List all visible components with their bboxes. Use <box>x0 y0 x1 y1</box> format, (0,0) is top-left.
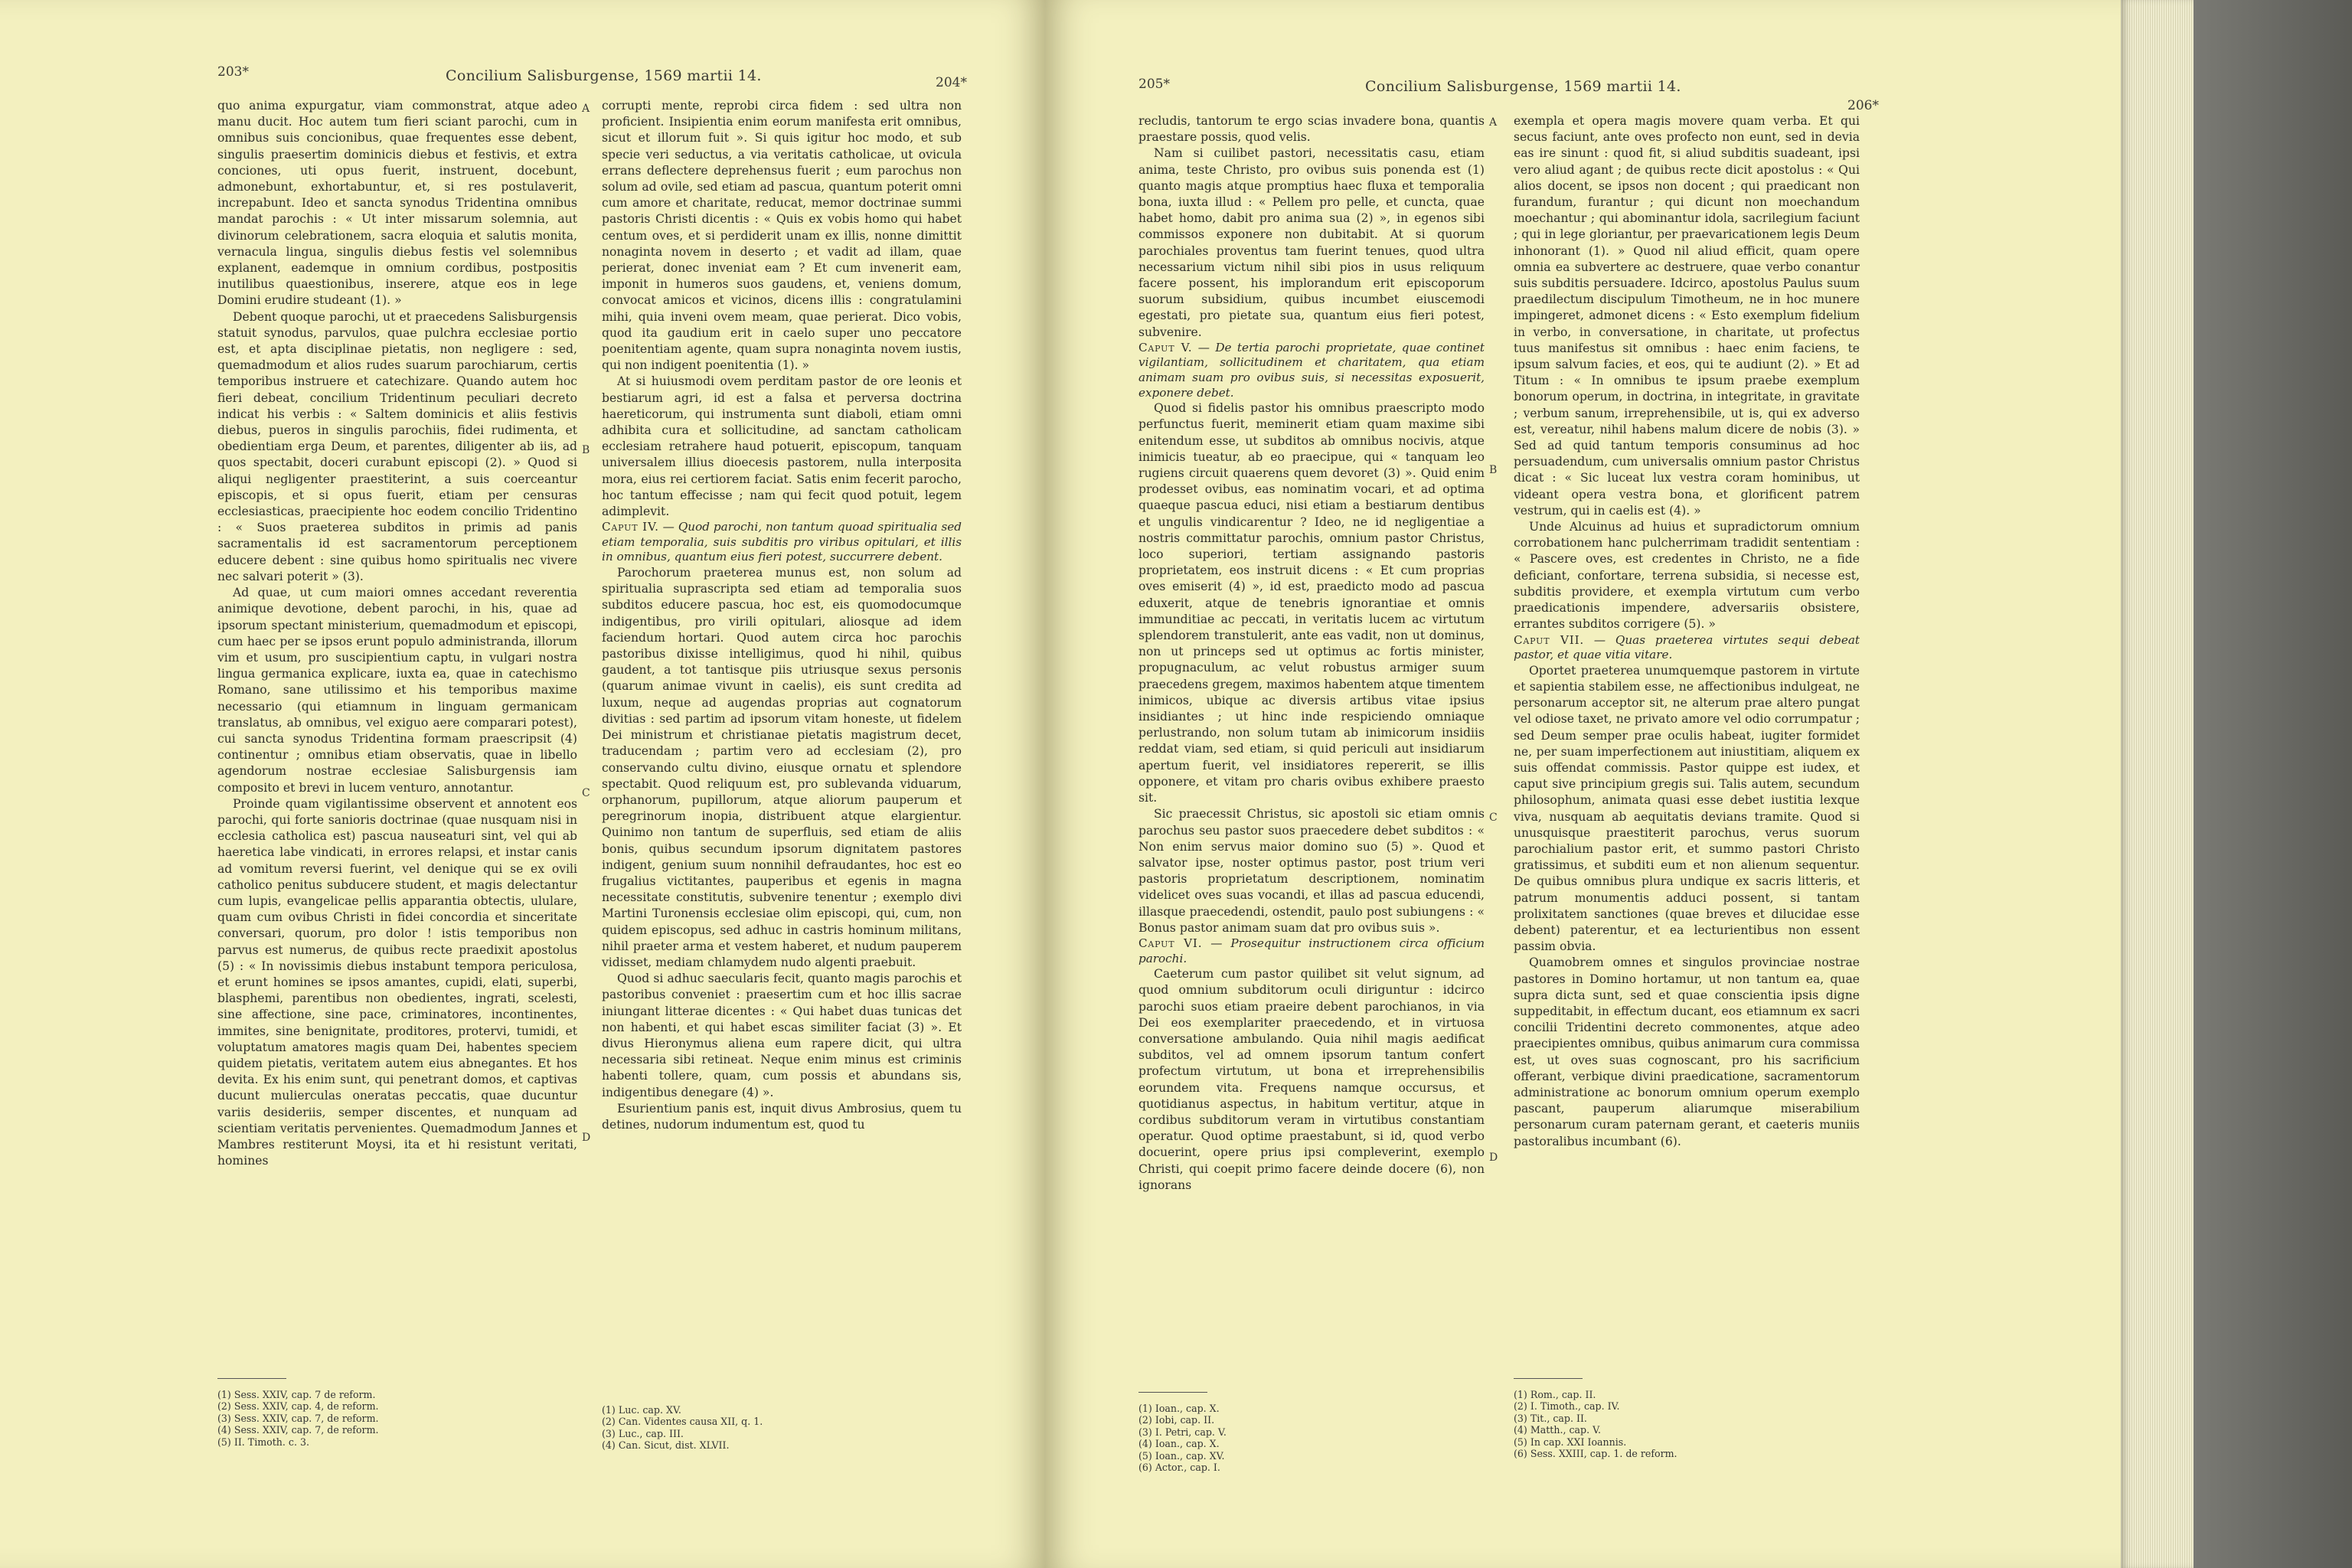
footnote-rule-right-2 <box>1514 1378 1583 1379</box>
paragraph: Esurientium panis est, inquit divus Ambrosius, quem tu detines, nudorum indumentum est, quod tu <box>602 1101 962 1132</box>
folio-right-page-right: 206* <box>1847 98 1879 113</box>
left-page <box>0 0 1045 1568</box>
chapter-label: Caput V. <box>1138 340 1193 354</box>
footnote: (1) Sess. XXIV, cap. 7 de reform. <box>217 1389 376 1400</box>
margin-letter-b: B <box>582 444 590 456</box>
chapter-heading: Caput V. — De tertia parochi proprietate, quae continet vigilantiam, sollicitudinem et charitatem, qua etiam animam suam pro ovibus suis, si necessitas exposuerit, exponere debet. <box>1138 340 1485 400</box>
right-page-footnotes-1 <box>1138 1403 1227 1473</box>
chapter-label: Caput IV. <box>602 520 659 534</box>
footnote-rule-right-1 <box>1138 1392 1207 1393</box>
paragraph: At si huiusmodi ovem perditam pastor de ore leonis et bestiarum agri, id est a falsa et perversa doctrina haereticorum, qui instrumenta sunt diaboli, etiam omni adhibita cura et sollicitudine, ad sanctam catholicam ecclesiam retrahere haud potuerit, episcopum, tanquam universalem illius dioecesis pastorem, nulla interposita mora, eius rei certiorem faciat. Satis enim fecerit parocho, hoc tantum effecisse ; nam qui fecit quod potuit, legem adimplevit. <box>602 374 962 519</box>
footnote: (1) Rom., cap. II. <box>1514 1389 1596 1400</box>
chapter-title: De tertia parochi proprietate, quae continet vigilantiam, sollicitudinem et charitatem, qua etiam animam suam pro ovibus suis, si necessitas exposuerit, exponere debet. <box>1138 340 1485 400</box>
footnote: (6) Sess. XXIII, cap. 1. de reform. <box>1514 1448 1677 1460</box>
footnote: (2) Iobi, cap. II. <box>1138 1414 1215 1426</box>
chapter-title: Prosequitur instructionem circa officium parochi. <box>1138 936 1485 965</box>
footnote: (2) Can. Videntes causa XII, q. 1. <box>602 1416 763 1428</box>
footnote: (3) Sess. XXIV, cap. 7, de reform. <box>217 1412 379 1424</box>
paragraph: Parochorum praeterea munus est, non solum ad spiritualia suprascripta sed etiam ad temporalia suos subditos educere pascua, hoc est, eis quomodocumque indigentibus, pro virili opitulari, aliosque ad idem faciendum hortari. Quod autem circa hoc parochis pastoribus dixisse intelligimus, quod hi nihil, quibus gaudent, a tot tantisque piis utriusque sexus personis (quarum animae vivunt in caelis), eis sunt credita ad luxum, neque ad augendas proprias aut cognatorum divitias : sed partim ad ipsorum vitam honeste, ut fidelem Dei ministrum et christianae pietatis magistrum decet, traducendam ; partim vero ad ecclesiam (2), pro conservando cultu divino, eiusque ornatu et splendore spectabit. Quod reliquum est, pro sublevanda viduarum, orphanorum, pupillorum, atque aliorum pauperum et peregrinorum inopia, distribuent atque elargientur. Quinimo non tantum de superfluis, sed etiam de aliis bonis, quibus secundum ipsorum dignitatem pastores indigent, genium suum nonnihil defraudantes, hoc est eo frugalius victitantes, pauperibus et egenis in magna necessitate constitutis, subvenire tenentur ; exemplo divi Martini Turonensis ecclesiae olim episcopi, qui, cum, non quidem episcopus, sed adhuc in castris hominum militans, nihil praeter arma et vestem haberet, et nudum pauperem vidisset, mediam chlamydem nudo algenti praebuit. <box>602 566 962 969</box>
paragraph: exempla et opera magis movere quam verba. Et qui secus faciunt, ante oves profecto non eunt, sed in devia eas ire sinunt : quod fit, si aliud subditis suadeant, ipsi vero aliud agant ; de quibus recte dicit apostolus : « Qui alios docent, se ipsos non docent ; qui praedicant non furandum, furantur ; qui dicunt non moechandum moechantur ; qui abominantur idola, sacrilegium faciunt ; qui in lege gloriantur, per praevaricationem legis Deum inhonorant (1). » Quod nil aliud efficit, quam opere omnia ea subvertere ac destruere, quae verbo conantur suis subditis persuadere. Idcirco, apostolus Paulus suum praedilectum discipulum Timotheum, ne in hoc munere impingeret, admonet dicens : « Esto exemplum fidelium in verbo, in conversatione, in charitate, ut profectus tuus manifestus sit omnibus : haec enim faciens, te ipsum salvum facies, et eos, qui te audiunt (2). » Et ad Titum : « In omnibus te ipsum praebe exemplum bonorum operum, in doctrina, in integritate, in gravitate ; verbum sanum, irreprehensibile, ut is, qui ex adverso est, vereatur, nihil habens malum dicere de nobis (3). » Sed ad quid tantum temporis consuminus ad hoc persuadendum, cum universalis omnium pastor Christus dicat : « Sic luceat lux vestra coram hominibus, ut videant opera vestra bona, et glorificent patrem vestrum, qui in caelis est (4). » <box>1514 114 1860 518</box>
right-page-footnotes-2 <box>1514 1389 1677 1459</box>
chapter-heading: Caput VI. — Prosequitur instructionem circa officium parochi. <box>1138 936 1485 965</box>
chapter-label: Caput VI. <box>1138 936 1203 950</box>
paragraph: Caeterum cum pastor quilibet sit velut signum, ad quod omnium subditorum oculi diriguntur : idcirco parochi suos etiam praeire debent parochianos, in via Dei eos exemplariter praecedendo, et in virtuosa conversatione ambulando. Quia nihil magis aedificat subditos, vel ad omnem ipsorum tantum confert profectum virtutum, ut bona et irreprehensibilis eorundem vita. Frequens namque occursus, et quotidianus aspectus, in habitum vertitur, atque in cordibus subditorum veram in virtutibus constantiam operatur. Quod optime praestabunt, si id, quod verbo docuerint, opere prius ipsi compleverint, exemplo Christi, qui coepit primo facere deinde docere (6), non ignorans <box>1138 967 1485 1192</box>
footnote: (3) Luc., cap. III. <box>602 1427 684 1439</box>
book-cover <box>2194 0 2352 1568</box>
paragraph: Nam si cuilibet pastori, necessitatis casu, etiam anima, teste Christo, pro ovibus suis ponenda est (1) quanto magis atque promptius haec fluxa et temporalia bona, iuxta illud : « Pellem pro pelle, et cuncta, quae habet homo, dabit pro anima sua (2) », in egenos sibi commissos exponere non dubitabit. At si quorum parochiales proventus tam fuerint tenues, quod ultra necessarium victum nihil sibi pios in usus reliquum facere possent, his implorandum erit episcoporum suorum subsidium, quibus incumbet eiuscemodi egestati, pro pietate sua, quantum eius fieri potest, subvenire. <box>1138 146 1485 339</box>
right-page-column-2 <box>1514 113 1860 1150</box>
paragraph: recludis, tantorum te ergo scias invadere bona, quantis praestare possis, quod velis. <box>1138 114 1485 145</box>
margin-letter-c: C <box>582 787 590 799</box>
paragraph: Quod si fidelis pastor his omnibus praescripto modo perfunctus fuerit, meminerit etiam quam maxime sibi enitendum esse, ut subditos ab omnibus nocivis, atque inimicis tueatur, ab eo praecipue, qui « tanquam leo rugiens circuit quaerens quem devoret (3) ». Quid enim prodesset ovibus, eas nominatim vocari, et ad optima quaeque pascua educi, nisi etiam a bestiarum dentibus et ungulis vindicarentur ? Ideo, ne id negligentiae a nostris committatur parochis, omnium pastor Christus, loco superiori, tertiam assignando pastoris proprietatem, eos instruit dicens : « Et cum proprias oves emiserit (4) », id est, praedicto modo ad pascua eduxerit, atque de tenebris ignorantiae et omnis immunditiae ac peccati, in veritatis lucem ac virtutum splendorem transtulerit, ante eas vadit, non ut dominus, non ut princeps sed ut optimus ac fortis minister, propugnaculum, ac velut robustus armiger suum praecedens gregem, maximos habentem atque timentem inimicos, ubique ac diversis artibus vitae ipsius insidiantes ; ut hinc inde respiciendo omniaque perlustrando, non solum tutam ab inimicorum insidiis reddat viam, sed etiam, si quid periculi aut insidiarum apertum fuerit, vel insidiatores repererit, se illis opponere, et vitam pro charis ovibus exhibere praesto sit. <box>1138 401 1485 805</box>
folio-left-page-left: 203* <box>217 64 249 80</box>
footnote: (1) Ioan., cap. X. <box>1138 1403 1220 1414</box>
left-page-column-1 <box>217 98 577 1169</box>
footnote: (5) II. Timoth. c. 3. <box>217 1436 310 1448</box>
paragraph: Debent quoque parochi, ut et praecedens Salisburgensis statuit synodus, parvulos, quae pulchra ecclesiae portio est, et apta disciplinae pietatis, non negligere : sed, quemadmodum et alios rudes suarum parochiarum, certis temporibus instruere et catechizare. Quando autem hoc fieri debeat, concilium Tridentinum peculiari decreto indicat his verbis : « Saltem dominicis et aliis festivis diebus, pueros in singulis parochiis, fidei rudimenta, et obedientiam erga Deum, et parentes, diligenter ab iis, ad quos spectabit, doceri curabunt episcopi (2). » Quod si aliqui negligenter praestiterint, a suis coerceantur episcopis, et si opus fuerit, etiam per censuras ecclesiasticas, praecipiente hoc eodem concilio Tridentino : « Suos praeterea subditos in primis ad panis sacramentalis id est sacramentorum perceptionem educere debent : sine quibus homo spiritualis nec vivere nec salvari poterit » (3). <box>217 309 577 583</box>
folio-right-page-left: 205* <box>1138 77 1170 92</box>
left-page-column-2 <box>602 98 962 1133</box>
paragraph: Quod si adhuc saecularis fecit, quanto magis parochis et pastoribus conveniet : praesertim cum et hoc illis sacrae iniungant litterae dicentes : « Qui habet duas tunicas det non habenti, et qui habet escas similiter faciat (3) ». Et divus Hieronymus aliena eum rapere dicit, qui ultra necessaria sibi retineat. Neque enim minus est criminis habenti tollere, quam, cum possis et abundans sis, indigentibus denegare (4) ». <box>602 972 962 1099</box>
footnote-rule-left-1 <box>217 1378 286 1379</box>
page-edges <box>2121 0 2194 1568</box>
margin-letter-d-right: D <box>1489 1152 1498 1164</box>
paragraph: Sic praecessit Christus, sic apostoli sic etiam omnis parochus seu pastor suos praecedere debet subditos : « Non enim servus maior domino suo (5) ». Quod et salvator ipse, noster optimus pastor, post trium veri pastoris proprietatum descriptionem, nominatim videlicet oves suas vocandi, et illas ad pascua educendi, illasque praecedendi, ostendit, paulo post subiungens : « Bonus pastor animam suam dat pro ovibus suis ». <box>1138 807 1485 935</box>
folio-left-page-right: 204* <box>936 75 967 90</box>
footnote: (3) Tit., cap. II. <box>1514 1412 1587 1424</box>
paragraph: Proinde quam vigilantissime observent et annotent eos parochi, qui forte sanioris doctrinae (quae nusquam nisi in ecclesia catholica est) pascua nauseaturi sint, vel qui ab haeretica labe vindicati, in errores relapsi, et instar canis ad vomitum reversi fuerint, vel denique qui se ex ovili catholico penitus subducere student, et magis delectantur cum lupis, evangelicae pellis apparantia obtectis, ululare, quam cum ovibus Christi in fidei concordia et sinceritate conversari, quorum, pro dolor ! istis temporibus non parvus est numerus, de quibus recte praedixit apostolus (5) : « In novissimis diebus instabunt tempora periculosa, et erunt homines se ipsos amantes, cupidi, elati, superbi, blasphemi, parentibus non obedientes, ingrati, scelesti, sine affectione, sine pace, criminatores, incontinentes, immites, sine benignitate, proditores, protervi, tumidi, et voluptatum amatores magis quam Dei, habentes speciem quidem pietatis, veritatem autem eius abnegantes. Et hos devita. Ex his enim sunt, qui penetrant domos, et captivas ducunt mulierculas oneratas peccatis, quae ducuntur variis desideriis, semper discentes, et nunquam ad scientiam veritatis pervenientes. Quemadmodum Jannes et Mambres restiterunt Moysi, ita et hi resistunt veritati, homines <box>217 796 577 1168</box>
running-head-right: Concilium Salisburgense, 1569 martii 14. <box>1365 78 1681 95</box>
paragraph: corrupti mente, reprobi circa fidem : sed ultra non proficient. Insipientia enim eorum manifesta erit omnibus, sicut et illorum fuit ». Si quis igitur hoc modo, et sub specie veri seductus, a via veritatis catholicae, ut ovicula errans deflectere deprehensus fuerit ; eum parochus non solum ad ovile, sed etiam ad pascua, quantum poterit omni cum amore et charitate, reducat, memor doctrinae summi pastoris Christi dicentis : « Quis ex vobis homo qui habet centum oves, et si perdiderit unam ex illis, nonne dimittit nonaginta novem in deserto ; et vadit ad illam, quae perierat, donec inveniat eam ? Et cum invenerit eam, imponit in humeros suos gaudens, et, veniens domum, convocat amicos et vicinos, dicens illis : congratulamini mihi, quia inveni ovem meam, quae perierat. Dico vobis, quod ita gaudium erit in caelo super uno peccatore poenitentiam agente, quam supra nonaginta novem iustis, qui non indigent poenitentia (1). » <box>602 99 962 373</box>
footnote: (1) Luc. cap. XV. <box>602 1404 681 1416</box>
footnote: (3) I. Petri, cap. V. <box>1138 1426 1227 1438</box>
margin-letter-a-right: A <box>1489 116 1498 129</box>
chapter-heading: Caput VII. — Quas praeterea virtutes sequi debeat pastor, et quae vitia vitare. <box>1514 632 1860 662</box>
paragraph: Quamobrem omnes et singulos provinciae nostrae pastores in Domino hortamur, ut non tantum ea, quae supra dicta sunt, sed et quae conscientia ipsis digne suppeditabit, in effectum ducant, eos etiamnum ex sacri concilii Tridentini decreto commonentes, atque adeo praecipientes omnibus, quibus animarum cura commissa est, ut oves suas cognoscant, pro his sacrificium offerant, verbique divini praedicatione, sacramentorum administratione ac bonorum omnium operum exemplo pascant, pauperum aliarumque miserabilium personarum curam paternam gerant, et caeteris muniis pastoralibus incumbant (6). <box>1514 956 1860 1148</box>
footnote: (5) Ioan., cap. XV. <box>1138 1449 1225 1462</box>
footnote: (4) Can. Sicut, dist. XLVII. <box>602 1439 730 1452</box>
paragraph: Unde Alcuinus ad huius et supradictorum omnium corrobationem hanc pulcherrimam tradidit sententiam : « Pascere oves, est credentes in Christo, ne a fide deficiant, confortare, terrena subsidia, si necesse est, subditis providere, et exempla virtutum cum verbo praedicationis impendere, adversariis obsistere, errantes subditos corrigere (5). » <box>1514 520 1860 632</box>
footnote: (4) Ioan., cap. X. <box>1138 1438 1220 1450</box>
footnote: (6) Actor., cap. I. <box>1138 1462 1220 1474</box>
footnote: (4) Sess. XXIV, cap. 7, de reform. <box>217 1424 379 1436</box>
chapter-title: Quas praeterea virtutes sequi debeat pastor, et quae vitia vitare. <box>1514 632 1860 662</box>
right-page-column-1 <box>1138 113 1485 1194</box>
footnote: (2) Sess. XXIV, cap. 4, de reform. <box>217 1400 379 1413</box>
paragraph: Ad quae, ut cum maiori omnes accedant reverentia animique devotione, debent parochi, in his, quae ad ipsorum spectant ministerium, quemadmodum et episcopi, cum haec per se ipsos erunt populo administranda, illorum vim et usum, pro suscipientium captu, in vulgari nostra lingua germanica explicare, iuxta ea, quae in catechismo Romano, sane utilissimo et his temporibus maxime necessario (qui etiamnum in linguam germanicam translatus, ab omnibus, vel exiguo aere comparari potest), cui sancta synodus Tridentina formam praescripsit (4) continentur ; omnibus etiam observatis, quae in libello agendorum nostrae ecclesiae Salisburgensis iam composito et brevi in lucem venturo, annotantur. <box>217 586 577 795</box>
margin-letter-b-right: B <box>1489 464 1498 476</box>
chapter-heading: Caput IV. — Quod parochi, non tantum quoad spiritualia sed etiam temporalia, suis subditis pro viribus opitulari, et illis in omnibus, quantum eius fieri potest, succurrere debent. <box>602 520 962 564</box>
margin-letter-c-right: C <box>1489 812 1498 824</box>
paragraph: quo anima expurgatur, viam commonstrat, atque adeo manu ducit. Hoc autem tum fieri sciant parochi, cum in omnibus suis concionibus, quae frequentes esse debent, singulis praesertim dominicis diebus et festivis, et extra conciones, uti opus fuerit, instruent, docebunt, admonebunt, exhortabuntur, et, si res postulaverit, increpabunt. Ideo et sancta synodus Tridentina omnibus mandat parochis : « Ut inter missarum solemnia, aut divinorum celebrationem, sacra eloquia et salutis monita, vernacula lingua, singulis diebus festis vel solemnibus explanent, eademque in omnium cordibus, postpositis inutilibus quaestionibus, inserere, atque eos in lege Domini erudire studeant (1). » <box>217 99 577 308</box>
left-page-footnotes-2 <box>602 1404 763 1452</box>
chapter-title: Quod parochi, non tantum quoad spiritualia sed etiam temporalia, suis subditis pro viribus opitulari, et illis in omnibus, quantum eius fieri potest, succurrere debent. <box>602 520 962 564</box>
footnote: (5) In cap. XXI Ioannis. <box>1514 1436 1627 1448</box>
right-page <box>1045 0 2121 1568</box>
left-page-footnotes-1 <box>217 1389 379 1448</box>
chapter-label: Caput VII. <box>1514 632 1585 647</box>
margin-letter-d: D <box>582 1132 591 1144</box>
margin-letter-a: A <box>582 103 590 115</box>
footnote: (2) I. Timoth., cap. IV. <box>1514 1400 1620 1413</box>
running-head-left: Concilium Salisburgense, 1569 martii 14. <box>446 67 762 84</box>
footnote: (4) Matth., cap. V. <box>1514 1424 1602 1436</box>
paragraph: Oportet praeterea unumquemque pastorem in virtute et sapientia stabilem esse, ne affectionibus indulgeat, ne personarum acceptor sit, ne alterum prae altero pungat vel odiose taxet, ne privato amore vel odio corrumpatur ; sed Deum semper prae oculis habeat, iugiter formidet ne, per suam imperfectionem aut iniustitiam, aliquem ex suis offendat commissis. Pastor quippe est iudex, et caput sive principium gregis sui. Talis autem, secundum philosophum, animata quasi esse debet iustitia lexque viva, nusquam ab aequitatis devians tramite. Quod si unusquisque praestiterit parochus, verus suorum parochialium pastor erit, et summo pastori Christo gratissimus, et subditi eum et non alienum sequentur. De quibus omnibus plura undique ex sacris litteris, et patrum monumentis adduci possent, si tantam prolixitatem sanctiones (quae breves et dilucidae esse debent) paterentur, et ea lecturientibus non essent passim obvia. <box>1514 663 1860 954</box>
